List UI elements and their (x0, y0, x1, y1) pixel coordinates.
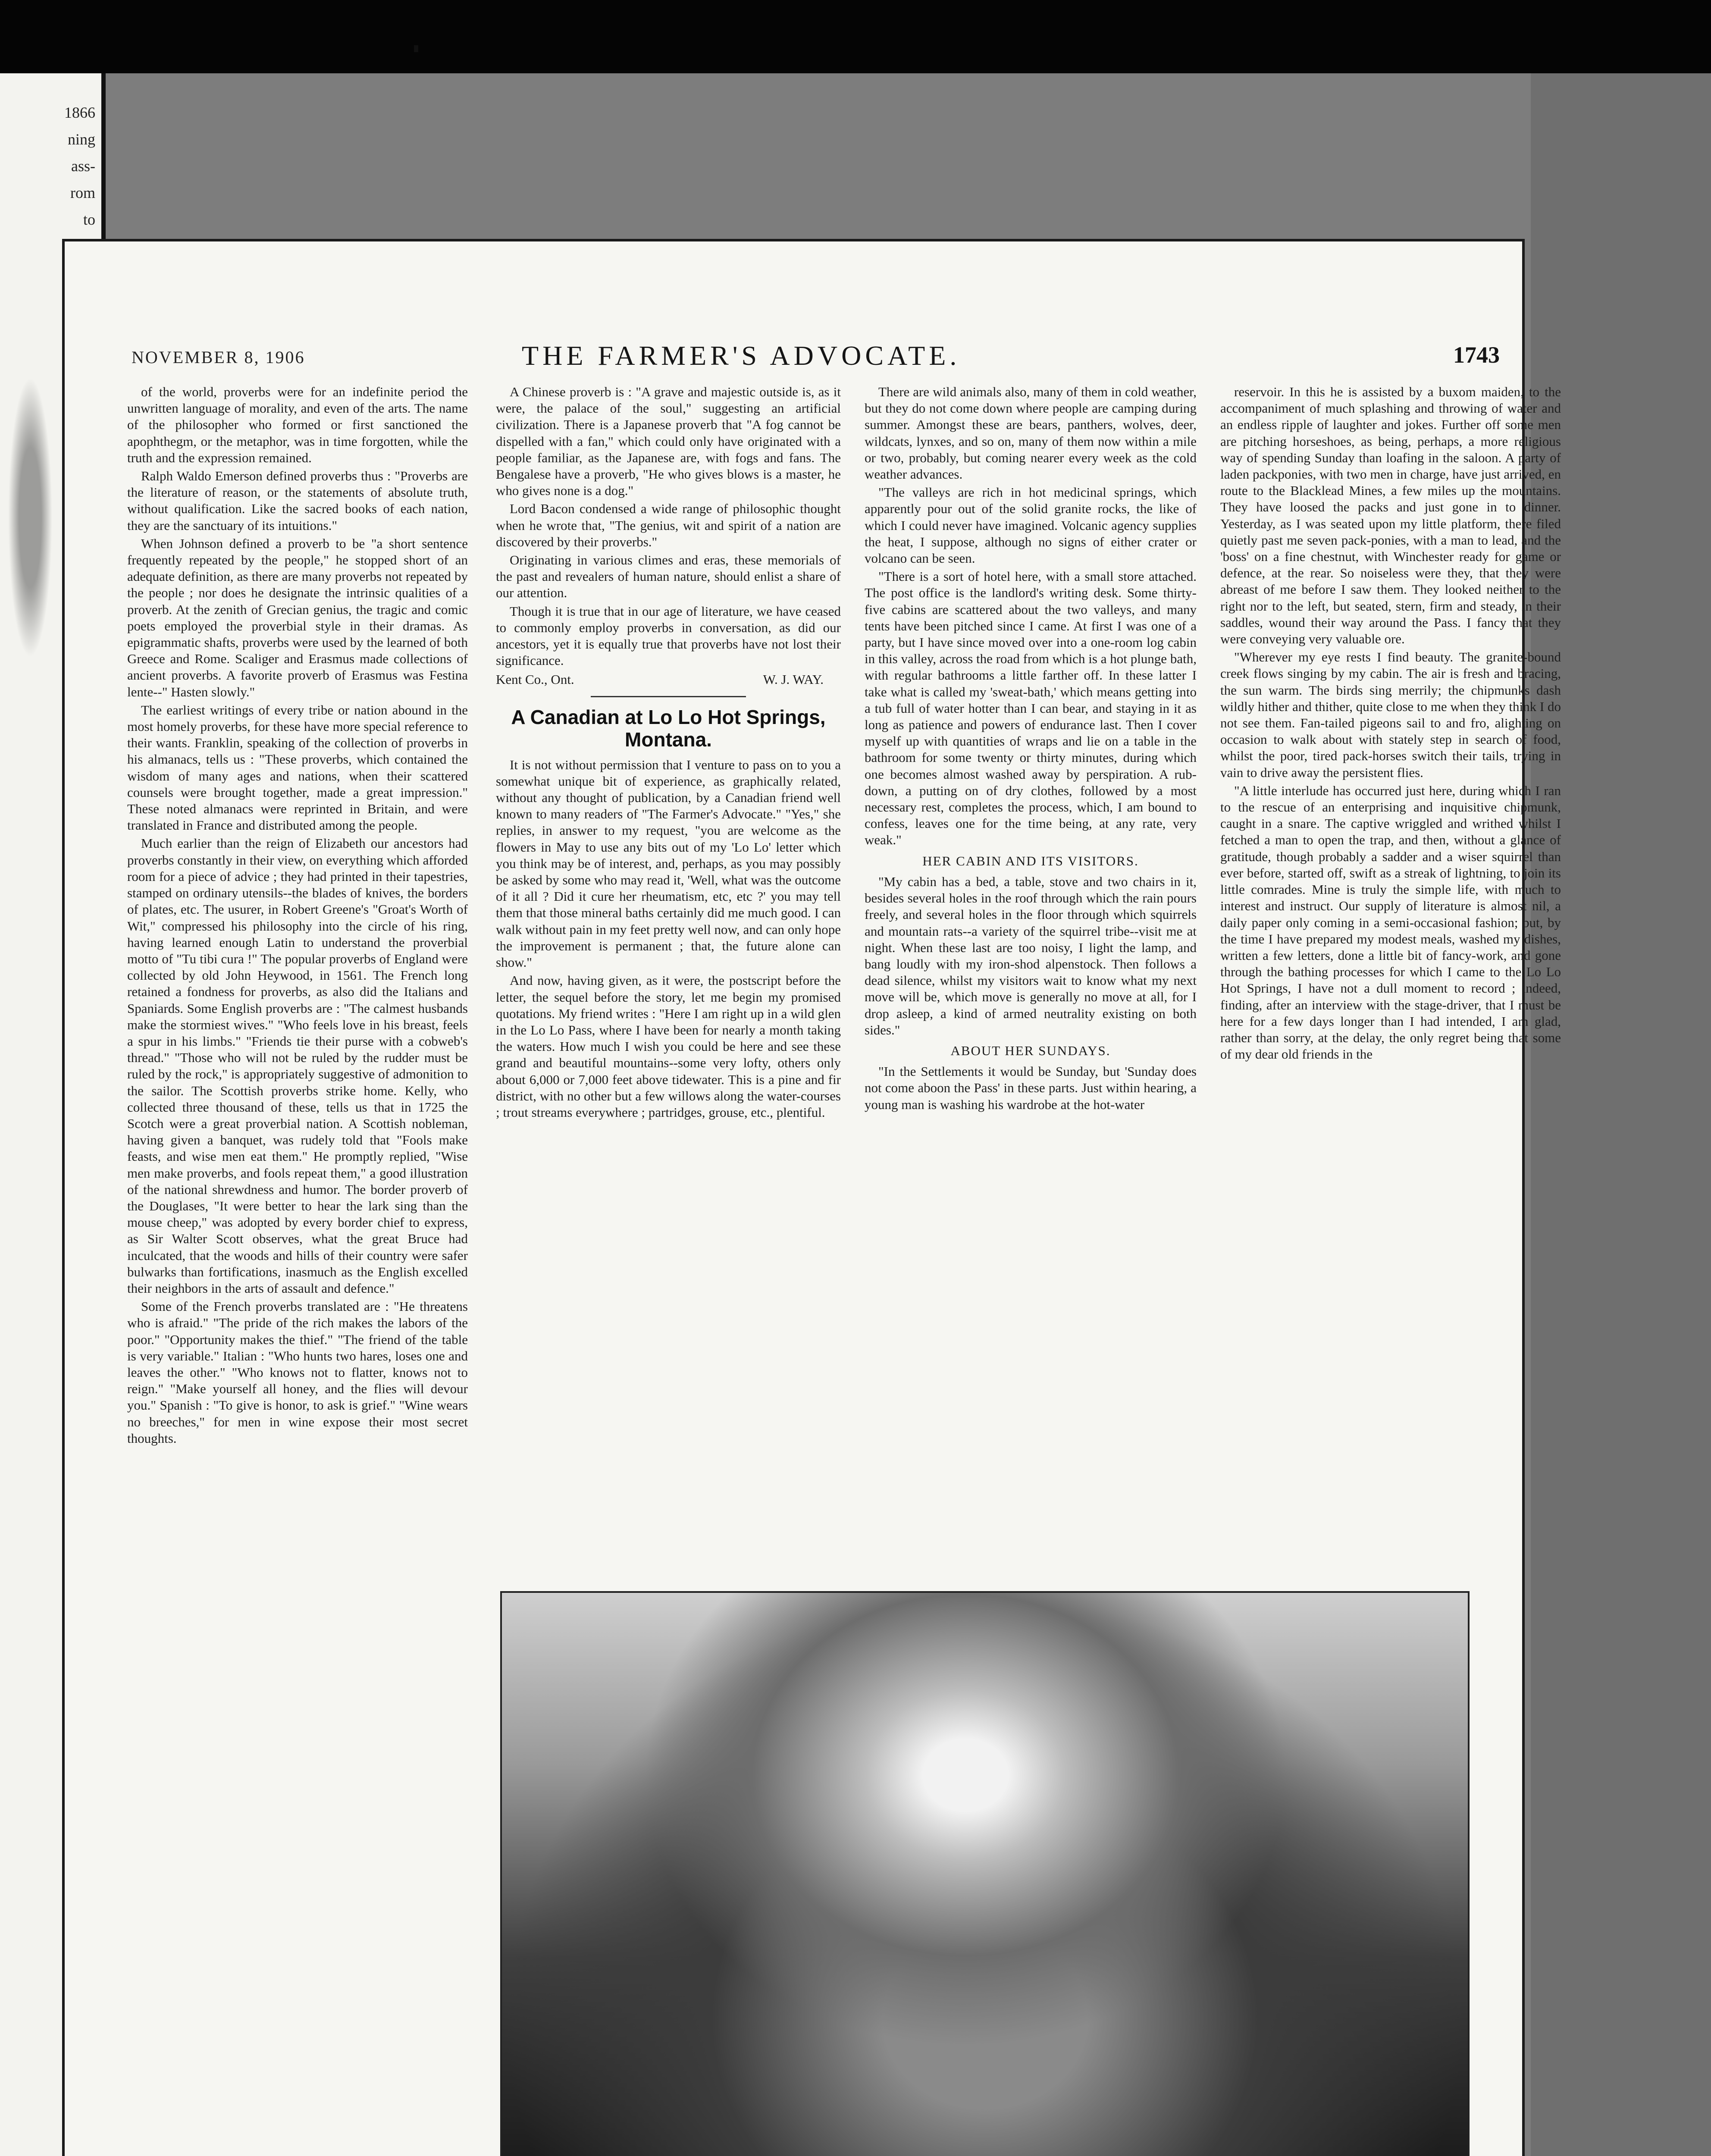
issue-date: NOVEMBER 8, 1906 (132, 348, 305, 367)
column-2 (496, 384, 841, 1143)
paragraph: The earliest writings of every tribe or nation abound in the most homely proverbs, for these have more special reference to their wants. Franklin, speaking of the collection of proverbs in his almanacs, tells us : "These proverbs, which contained the wisdom of many ages and nations, when their scattered counsels were brought together, made a great impression." These noted almanacs were reprinted in Britain, and were translated in France and distributed among the people. (127, 702, 468, 833)
divider (591, 696, 746, 697)
fragment-text: rom (70, 184, 95, 201)
paragraph: A Chinese proverb is : "A grave and majestic outside is, as it were, the palace of the soul," suggesting an artificial civilization. There is a Japanese proverb that "A fog cannot be dispelled with a fan," which could only have originated with a people familiar, as the Japanese are, with fogs and fans. The Bengalese have a proverb, "He who gives blows is a master, he who gives none is a dog." (496, 384, 841, 498)
paragraph: "The valleys are rich in hot medicinal springs, which apparently pour out of the solid granite rocks, the like of which I could never have imagined. Volcanic agency supplies the heat, I suppose, although no signs of either crater or volcano can be seen. (865, 485, 1197, 566)
signoff-author: W. J. WAY. (763, 672, 824, 687)
paragraph: Though it is true that in our age of literature, we have ceased to commonly employ proverbs in conversation, as did our ancestors, yet it is equally true that proverbs have not lost their significance. (496, 603, 841, 668)
fragment-text: 1866 (64, 104, 95, 121)
paragraph: Lord Bacon condensed a wide range of philosophic thought when he wrote that, "The genius, wit and spirit of a nation are discovered by their proverbs." (496, 501, 841, 549)
seascape-photograph (500, 1591, 1470, 2156)
paragraph: "There is a sort of hotel here, with a small store attached. The post office is the landlord's writing desk. Some thirty-five cabins are scattered about the two valleys, and many tents have been pitched since I came. At first I was one of a party, but I have since moved over into a one-room log cabin in this valley, across the road from which is a hot plunge bath, with regular bathrooms a little farther off. In these latter I take what is called my 'sweat-bath,' which means getting into a tub full of water hotter than I can bear, and staying in it as long as patience and powers of endurance last. Then I cover myself up with quantities of wraps and lie on a table in the bathroom for some twenty or thirty minutes, during which one becomes almost washed away by perspiration. A rub-down, a putting on of dry clothes, followed by a most necessary rest, completes the process, which, I am bound to confess, leaves one for the time being, at any rate, very weak." (865, 569, 1197, 848)
paragraph: Some of the French proverbs translated are : "He threatens who is afraid." "The pride of the rich makes the labors of the poor." "Opportunity makes the thief." "The friend of the table is very variable." Italian : "Who hunts two hares, loses one and leaves the other." "Who knows not to flatter, knows not to reign." "Make yourself all honey, and the flies will devour you." Spanish : "To give is honor, to ask is grief." "Wine wears no breeches," for men in wine expose their most secret thoughts. (127, 1299, 468, 1446)
signoff (496, 671, 824, 688)
paragraph: "In the Settlements it would be Sunday, but 'Sunday does not come aboon the Pass' in these parts. Just within hearing, a young man is washing his wardrobe at the hot-water (865, 1064, 1197, 1112)
column-4 (1220, 384, 1561, 1695)
fragment-text: to (83, 211, 95, 228)
newspaper-page (65, 241, 1561, 2156)
paragraph: "Wherever my eye rests I find beauty. The granite-bound creek flows singing by my cabin. The air is fresh and bracing, the sun warm. The birds sing merrily; the chipmunks dash wildly hither and thither, quite close to me when they think I do not see them. Fan-tailed pigeons sail to and fro, alighting on occasion to walk about with stately step in search of food, whilst the poor, tired pack-horses switch their tails, trying in vain to drive away the persistent flies. (1220, 649, 1561, 780)
paragraph: of the world, proverbs were for an indefinite period the unwritten language of morality, and even of the arts. The name of the philosopher who formed or first sanctioned the apophthegm, or the metaphor, was in time forgotten, while the truth and the expression remained. (127, 384, 468, 465)
fragment-text: ass- (71, 157, 95, 175)
paragraph: Originating in various climes and eras, these memorials of the past and revealers of human nature, should enlist a share of our attention. (496, 552, 841, 601)
paragraph: It is not without permission that I venture to pass on to you a somewhat unique bit of experience, as graphically related, without any thought of publication, by a Canadian friend well known to many readers of "The Farmer's Advocate." "Yes," she replies, in answer to my request, "you are welcome as the flowers in May to use any bits out of my 'Lo Lo' letter which you think may be of interest, and, perhaps, as you may possibly be asked by some who may read it, 'Well, what was the outcome of it all ? Did it cure her rheumatism, etc, etc ?' you may tell them that those mineral baths certainly did me much good. I can walk without pain in my feet pretty well now, and can only hope the improvement is permanent ; that, the future alone can show." (496, 757, 841, 970)
fragment-text: ning (67, 131, 95, 148)
signoff-place: Kent Co., Ont. (496, 672, 574, 687)
paragraph: reservoir. In this he is assisted by a buxom maiden, to the accompaniment of much splashing and throwing of water and an endless ripple of laughter and jokes. Further off some men are pitching horseshoes, as being, perhaps, a more religious way of spending Sunday than loafing in the saloon. A party of laden packponies, with two men in charge, have just arrived, en route to the Blacklead Mines, a few miles up the mountains. They have loosed the packs and just gone in to dinner. Yesterday, as I was seated upon my little platform, there filed quietly past me seven pack-ponies, with a man to lead, and the 'boss' on a fine chestnut, with Winchester ready for game or defence, at the rear. So noiseless were they, that they were abreast of me before I saw them. They looked neither to the right nor to the left, but seated, stern, firm and steady, in their saddles, wound their way around the Pass. I fancy that they were conveying very valuable ore. (1220, 384, 1561, 647)
paragraph: "A little interlude has occurred just here, during which I ran to the rescue of an enterprising and inquisitive chipmunk, caught in a snare. The captive wriggled and writhed whilst I fetched a man to open the trap, and then, without a glance of gratitude, though probably a sadder and a wiser squirrel than ever before, started off, swift as a streak of lightning, to join its little comrades. Mine is truly the simple life, with much to interest and instruct. Our supply of literature is almost nil, a daily paper only coming in a semi-occasional fashion; but, by the time I have prepared my modest meals, washed my dishes, written a few letters, done a little bit of fancy-work, and gone through the bathing processes for which I came to the Lo Lo Hot Springs, I have not a dull moment to record ; indeed, finding, after an interview with the stage-driver, that I must be here for a few days longer than I had intended, I am glad, rather than sorry, at the delay, the only regret being that some of my dear old friends in the (1220, 783, 1561, 1062)
column-3 (865, 384, 1197, 1695)
paragraph: And now, having given, as it were, the postscript before the letter, the sequel before the story, let me begin my promised quotations. My friend writes : "Here I am right up in a wild glen in the Lo Lo Pass, where I have been for nearly a month taking the waters. How much I wish you could be here and see these grand and beautiful mountains--some very lofty, others only about 6,000 or 7,000 feet above tidewater. This is a pine and fir district, with no other but a few willows along the water-courses ; trout streams everywhere ; partridges, grouse, etc., plentiful. (496, 973, 841, 1120)
column-1 (127, 384, 468, 2156)
scan-mark (414, 45, 418, 52)
decorative-ornament (4, 354, 56, 681)
scan-top-border (0, 0, 1711, 73)
paragraph: When Johnson defined a proverb to be "a short sentence frequently repeated by the people," he stopped short of an adequate definition, as there are many proverbs not repeated by the people ; nor does he designate the intrinsic qualities of a proverb. At the zenith of Grecian genius, the tragic and comic poets employed the proverbial style in their dramas. As epigrammatic shafts, proverbs were used by the learned of both Greece and Rome. Scaliger and Erasmus made collections of ancient proverbs. A favorite proverb of Erasmus was Festina lente--" Hasten slowly." (127, 536, 468, 699)
paragraph: There are wild animals also, many of them in cold weather, but they do not come down where people are camping during summer. Amongst these are bears, panthers, wolves, deer, wildcats, lynxes, and so on, many of them now within a mile or two, probably, but coming nearer every week as the cold weather advances. (865, 384, 1197, 482)
paragraph: "My cabin has a bed, a table, stove and two chairs in it, besides several holes in the roof through which the rain pours freely, and several holes in the floor through which squirrels and mountain rats--a variety of the squirrel tribe--visit me at night. When these last are too noisy, I light the lamp, and bang loudly with my iron-shod alpenstock. Then follows a dead silence, whilst my visitors wait to know what my next move will be, which move is generally no move at all, for I drop asleep, a kind of armed neutrality existing on both sides." (865, 874, 1197, 1037)
masthead-title: THE FARMER'S ADVOCATE. (522, 340, 961, 371)
article-title: A Canadian at Lo Lo Hot Springs, Montana. (511, 705, 826, 751)
section-subhead: ABOUT HER SUNDAYS. (950, 1043, 1111, 1058)
paragraph: Ralph Waldo Emerson defined proverbs thus : "Proverbs are the literature of reason, or the statements of absolute truth, without qualification. Like the sacred books of each nation, they are the sanctuary of its intuitions." (127, 468, 468, 533)
paragraph: Much earlier than the reign of Elizabeth our ancestors had proverbs constantly in their view, on everything which afforded room for a piece of advice ; they had printed in their tapestries, stamped on ordinary utensils--the blades of knives, the borders of plates, etc. The usurer, in Robert Greene's "Groat's Worth of Wit," compressed his philosophy into the circle of his ring, having learned enough Latin to understand the proverbial motto of "Tu tibi cura !" The popular proverbs of England were collected by old John Heywood, in 1561. The French long retained a fondness for proverbs, as also did the Italians and Spaniards. Some English proverbs are : "The calmest husbands make the stormiest wives." "Who feels love in his breast, feels a spur in his limbs." "Friends tie their purse with a cobweb's thread." "Those who will not be ruled by the rudder must be ruled by the rock," is appropriately suggestive of admonition to the sailor. The Scottish proverbs strike home. Kelly, who collected three thousand of these, tells us that in 1725 the Scotch were a great proverbial nation. A Scottish nobleman, having given a banquet, was rudely told that "Fools make feasts, and wise men eat them." He promptly replied, "Wise men make proverbs, and fools repeat them," a good illustration of the national shrewdness and humor. The border proverb of the Douglases, "It were better to hear the lark sing than the mouse cheep," was adopted by every border chief to express, as Sir Walter Scott observes, what the great Bruce had inculcated, that the woods and hills of their country were safer bulwarks than fortifications, inasmuch as the English excelled their neighbors in the arts of assault and defence." (127, 836, 468, 1296)
section-subhead: HER CABIN AND ITS VISITORS. (922, 853, 1139, 868)
page-number: 1743 (1453, 342, 1500, 368)
